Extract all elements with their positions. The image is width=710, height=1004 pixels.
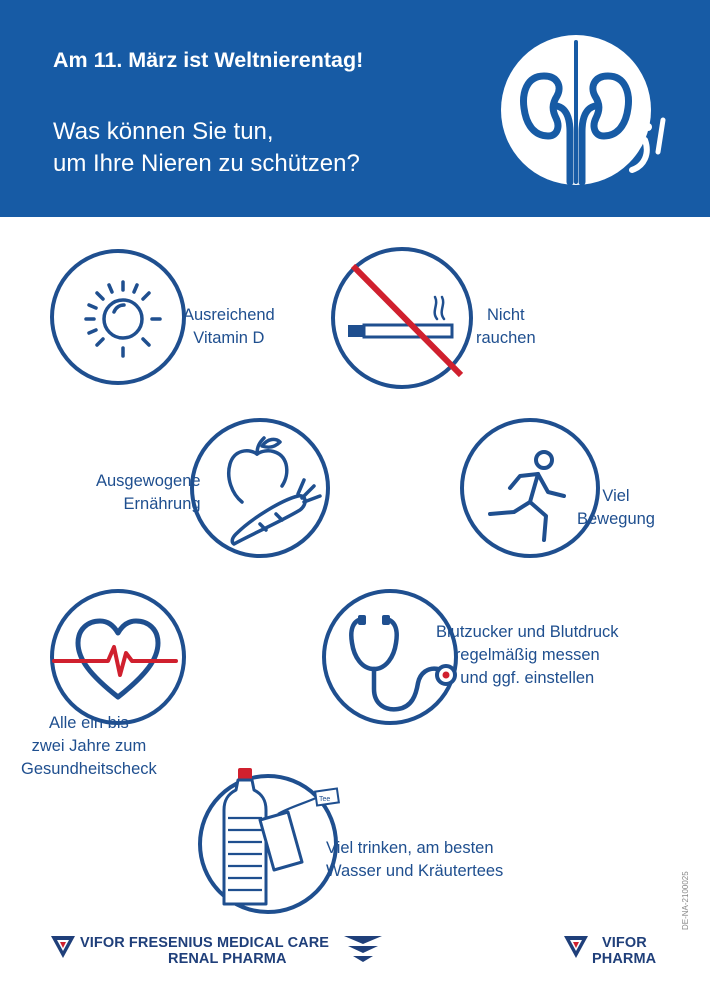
brand-vifor-pharma-line1: VIFOR: [602, 935, 647, 951]
tip-label-nutrition: Ausgewogene Ernährung: [96, 472, 201, 513]
brand-vifor-pharma-line2: PHARMA: [592, 951, 657, 967]
header-banner: [0, 0, 710, 217]
sun-icon: [50, 249, 186, 385]
tip-label-no-smoking: Nicht rauchen: [476, 306, 536, 347]
vifor-fmc-logo-icon: [50, 934, 76, 960]
heartbeat-icon: [50, 589, 187, 726]
kidney-logo-icon: [500, 32, 675, 194]
page-subtitle: [53, 116, 360, 180]
tip-label-exercise: Viel Bewegung: [577, 487, 655, 528]
brand-vifor-fmc-line2: RENAL PHARMA: [168, 951, 287, 967]
vifor-pharma-logo-icon: [563, 934, 589, 960]
apple-carrot-icon: [190, 418, 330, 558]
chevron-stack-icon: [344, 934, 382, 966]
tip-label-drinking: Viel trinken, am besten Wasser und Kräutertees: [326, 839, 504, 880]
no-smoking-icon: [331, 247, 473, 389]
brand-vifor-fmc-line1: VIFOR FRESENIUS MEDICAL CARE: [80, 935, 330, 951]
water-bottle-tea-icon: [188, 754, 348, 914]
tip-label-vitamin-d: Ausreichend Vitamin D: [183, 306, 275, 347]
document-code: DE-NA-2100025: [681, 871, 690, 930]
tip-label-checkup: Alle ein bis zwei Jahre zum Gesundheitscheck: [21, 714, 157, 778]
subtitle-line: um Ihre Nieren zu schützen?: [53, 150, 360, 177]
tea-tag-text: Tee: [319, 796, 331, 803]
tip-label-blood-values: Blutzucker und Blutdruck regelmäßig messen und ggf. einstellen: [436, 623, 619, 687]
subtitle-line: Was können Sie tun,: [53, 118, 274, 145]
page-title: Am 11. März ist Weltnierentag!: [53, 48, 364, 72]
